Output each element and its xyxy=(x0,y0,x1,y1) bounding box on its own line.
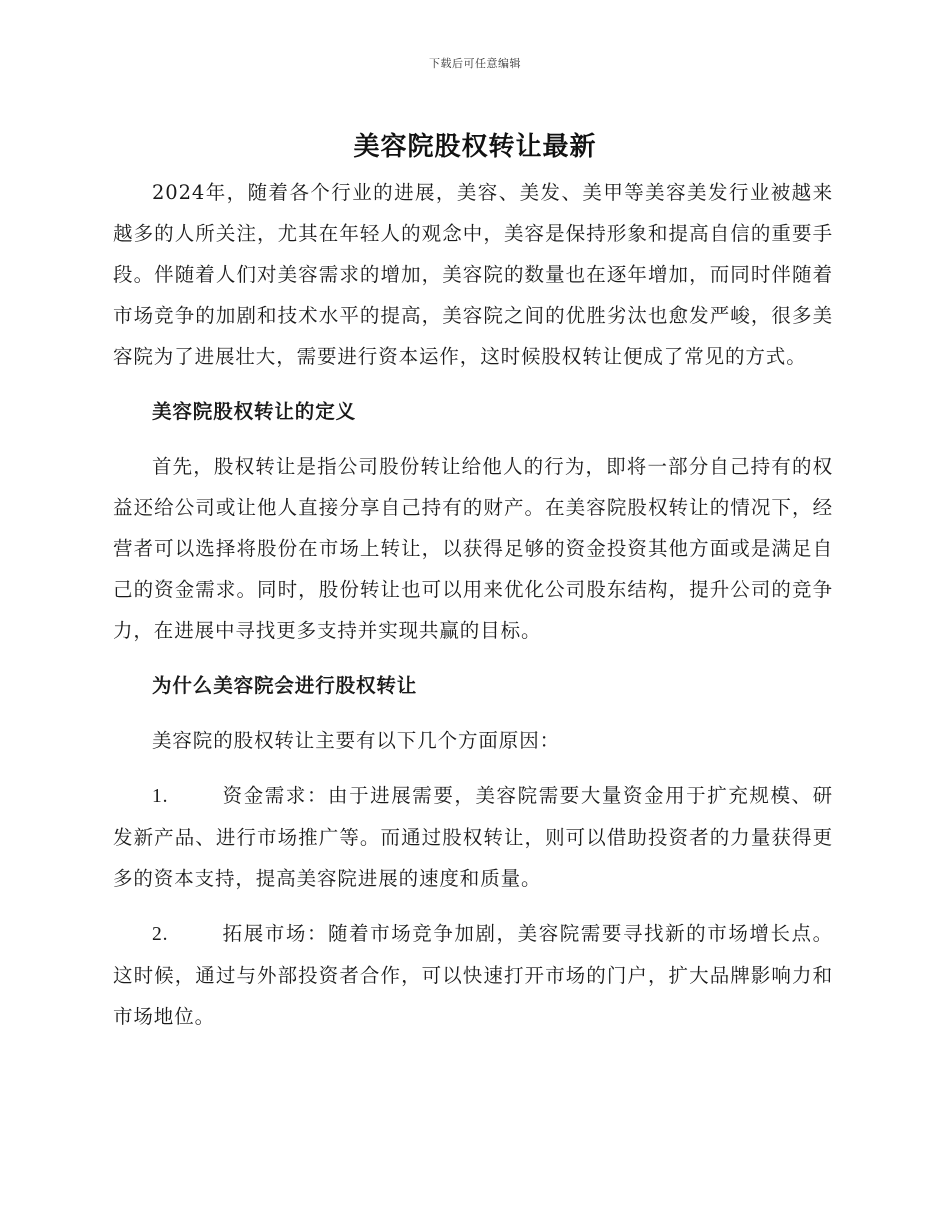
section-heading-definition: 美容院股权转让的定义 xyxy=(152,400,357,423)
reasons-lead-paragraph: 美容院的股权转让主要有以下几个方面原因： xyxy=(152,729,561,752)
list-item-text: 资金需求：由于进展需要，美容院需要大量资金用于扩充规模、研发新产品、进行市场推广等。而通过股权转让，则可以借助投资者的力量获得更多的资本支持，提高美容院进展的速度和质量。 xyxy=(113,784,833,890)
definition-paragraph: 首先，股权转让是指公司股份转让给他人的行为，即将一部分自己持有的权益还给公司或让他人直接分享自己持有的财产。在美容院股权转让的情况下，经营者可以选择将股份在市场上转让，以获得足够的资金投资其他方面或是满足自己的资金需求。同时，股份转让也可以用来优化公司股东结构，提升公司的竞争力，在进展中寻找更多支持并实现共赢的目标。 xyxy=(113,455,833,642)
list-item-number: 2. xyxy=(152,924,169,945)
section-heading-reasons: 为什么美容院会进行股权转让 xyxy=(152,674,418,697)
intro-paragraph: 2024年，随着各个行业的进展，美容、美发、美甲等美容美发行业被越来越多的人所关注，尤其在年轻人的观念中，美容是保持形象和提高自信的重要手段。伴随着人们对美容需求的增加，美容院的数量也在逐年增加，而同时伴随着市场竞争的加剧和技术水平的提高，美容院之间的优胜劣汰也愈发严峻，很多美容院为了进展壮大，需要进行资本运作，这时候股权转让便成了常见的方式。 xyxy=(113,181,833,368)
list-item-number: 1. xyxy=(152,786,169,807)
list-item xyxy=(113,913,833,1037)
page-title: 美容院股权转让最新 xyxy=(353,132,597,162)
document-body xyxy=(113,172,833,1037)
list-item xyxy=(113,775,833,899)
header-note: 下载后可任意编辑 xyxy=(429,57,521,70)
list-item-text: 拓展市场：随着市场竞争加剧，美容院需要寻找新的市场增长点。这时候，通过与外部投资者合作，可以快速打开市场的门户，扩大品牌影响力和市场地位。 xyxy=(113,922,833,1028)
